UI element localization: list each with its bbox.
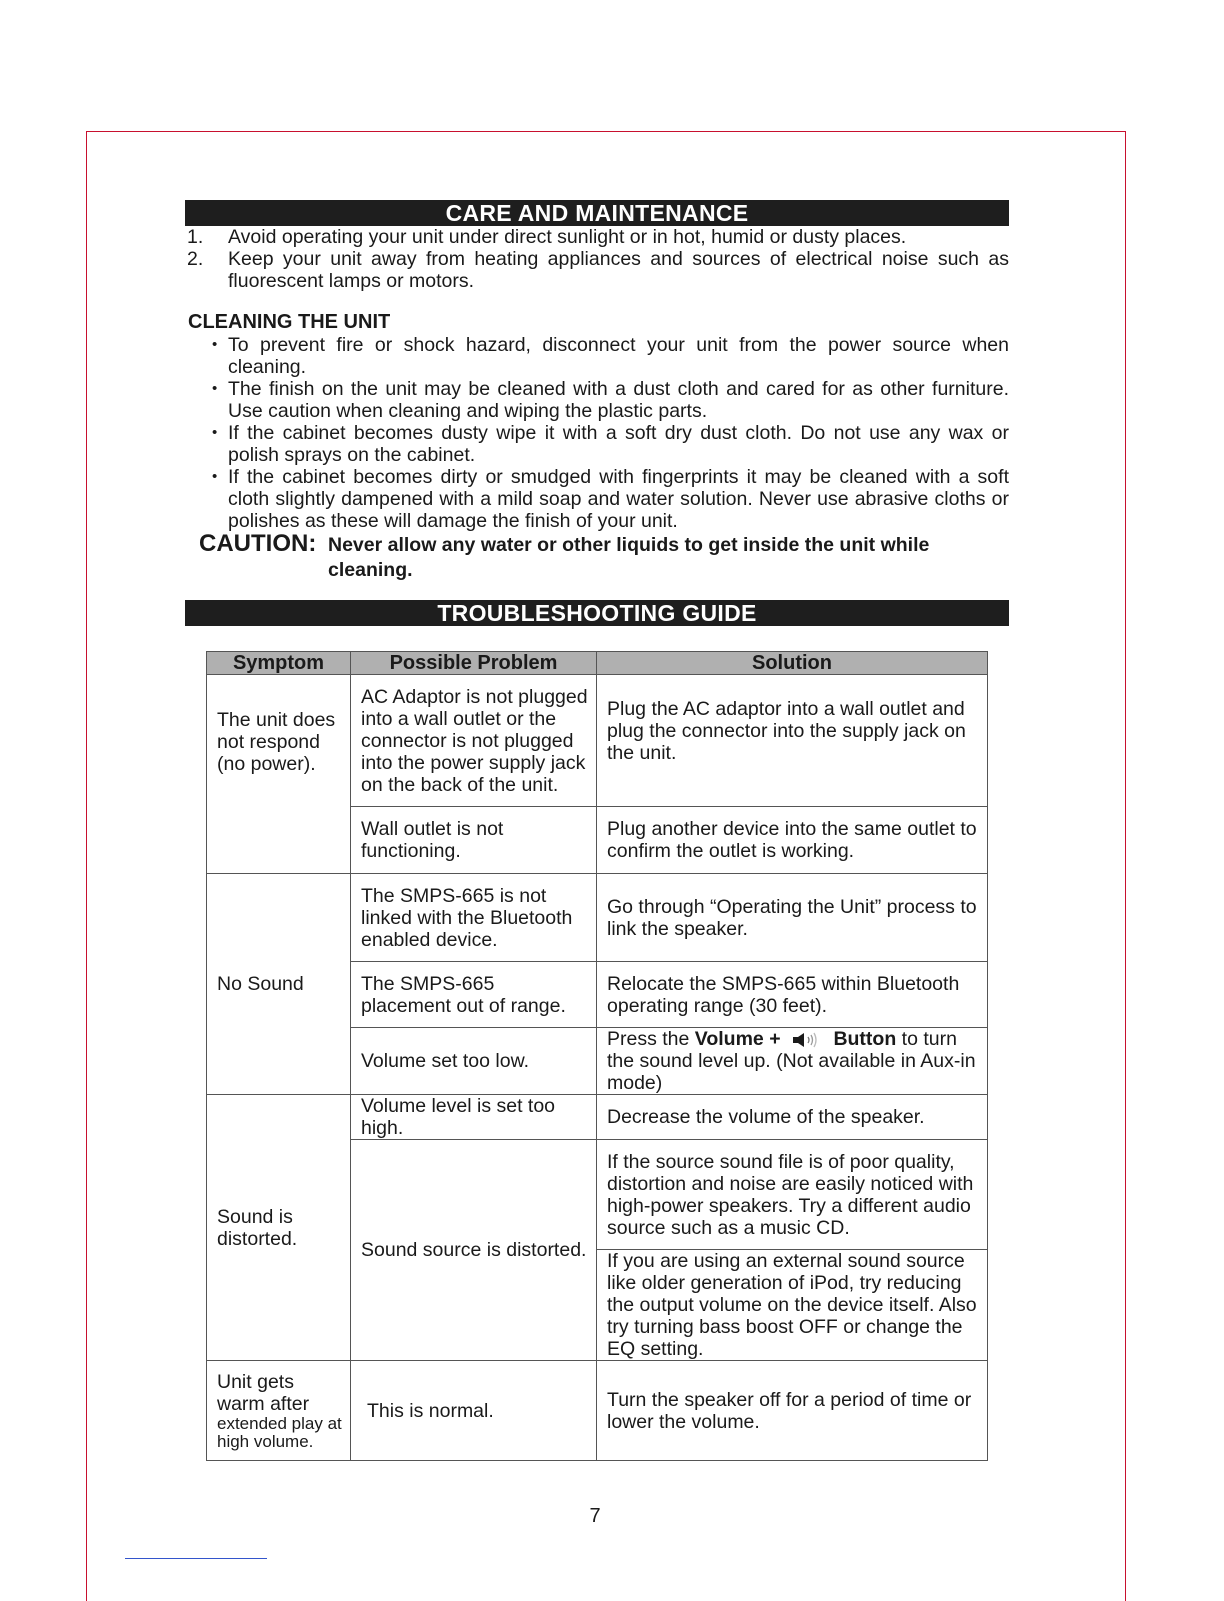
solution-cell: Plug another device into the same outlet to confirm the outlet is working. [597, 807, 988, 874]
symptom-cell: No Sound [207, 874, 351, 1095]
list-item [212, 466, 1009, 532]
list-item [212, 334, 1009, 378]
bullet-icon: • [212, 380, 218, 397]
header-symptom: Symptom [207, 652, 351, 675]
problem-cell: Sound source is distorted. [351, 1140, 597, 1361]
care-maintenance-heading: CARE AND MAINTENANCE [185, 200, 1009, 226]
solution-cell: Decrease the volume of the speaker. [597, 1095, 988, 1140]
symptom-text-small: extended play at high volume. [217, 1413, 342, 1451]
solution-cell: Go through “Operating the Unit” process to link the speaker. [597, 874, 988, 962]
table-row [207, 675, 988, 807]
cleaning-bullets [212, 334, 1009, 532]
problem-cell: Volume set too low. [351, 1028, 597, 1095]
list-item [187, 226, 1009, 248]
solution-cell: Plug the AC adaptor into a wall outlet and plug the connector into the supply jack on the unit. [597, 675, 988, 807]
problem-cell: AC Adaptor is not plugged into a wall outlet or the connector is not plugged into the power supply jack on the back of the unit. [351, 675, 597, 807]
list-number: 2. [187, 248, 204, 270]
problem-cell: The SMPS-665 placement out of range. [351, 962, 597, 1028]
solution-text: to turn the sound level up. (Not available in Aux-in mode) [607, 1028, 976, 1094]
problem-cell: The SMPS-665 is not linked with the Bluetooth enabled device. [351, 874, 597, 962]
problem-cell: This is normal. [351, 1361, 597, 1461]
troubleshooting-table [206, 651, 988, 1461]
solution-cell: Relocate the SMPS-665 within Bluetooth operating range (30 feet). [597, 962, 988, 1028]
cleaning-heading: CLEANING THE UNIT [188, 311, 391, 333]
header-solution: Solution [597, 652, 988, 675]
page-number: 7 [589, 1505, 601, 1527]
list-item [212, 378, 1009, 422]
symptom-cell [207, 1361, 351, 1461]
header-possible-problem: Possible Problem [351, 652, 597, 675]
table-row [207, 1361, 988, 1461]
bullet-text: If the cabinet becomes dusty wipe it with a soft dry dust cloth. Do not use any wax or polish sprays on the cabinet. [228, 422, 1009, 466]
bullet-icon: • [212, 424, 218, 441]
troubleshooting-heading: TROUBLESHOOTING GUIDE [185, 600, 1009, 626]
problem-cell: Wall outlet is not functioning. [351, 807, 597, 874]
bullet-text: To prevent fire or shock hazard, disconnect your unit from the power source when cleaning. [228, 334, 1009, 378]
caution-text: Never allow any water or other liquids to get inside the unit while [328, 534, 930, 556]
footer-rule [125, 1558, 267, 1559]
solution-text: Press the [607, 1028, 690, 1050]
list-item [187, 248, 1009, 292]
table-row [207, 874, 988, 962]
caution-label: CAUTION: [199, 530, 317, 557]
bullet-text: The finish on the unit may be cleaned with a dust cloth and cared for as other furniture. Use caution when cleaning and wiping the plastic parts. [228, 378, 1009, 422]
table-row [207, 1095, 988, 1140]
bullet-text: If the cabinet becomes dirty or smudged with fingerprints it may be cleaned with a soft cloth slightly dampened with a mild soap and water solution. Never use abrasive cloths or polishes as these will damage the finish of your unit. [228, 466, 1009, 532]
speaker-volume-icon [792, 1032, 822, 1048]
bullet-icon: • [212, 468, 218, 485]
list-number: 1. [187, 226, 204, 248]
list-item [212, 422, 1009, 466]
problem-cell: Volume level is set too high. [351, 1095, 597, 1140]
table-header-row [207, 652, 988, 675]
symptom-cell: The unit does not respond (no power). [207, 675, 351, 874]
solution-cell: Turn the speaker off for a period of time or lower the volume. [597, 1361, 988, 1461]
bullet-icon: • [212, 336, 218, 353]
symptom-text: Unit gets warm after [217, 1370, 310, 1415]
symptom-cell: Sound is distorted. [207, 1095, 351, 1361]
care-list [187, 226, 1009, 292]
list-text: Avoid operating your unit under direct sunlight or in hot, humid or dusty places. [228, 226, 907, 248]
list-text: Keep your unit away from heating appliances and sources of electrical noise such as fluorescent lamps or motors. [228, 248, 1009, 292]
button-label: Button [833, 1028, 897, 1050]
caution-note [199, 531, 1009, 582]
volume-plus-label: Volume + [694, 1028, 781, 1050]
solution-cell: If the source sound file is of poor quality, distortion and noise are easily noticed with high-power speakers. Try a different audio source such as a music CD. [597, 1140, 988, 1250]
solution-cell [597, 1028, 988, 1095]
caution-continuation: cleaning. [328, 559, 413, 581]
solution-cell: If you are using an external sound source like older generation of iPod, try reducing the output volume on the device itself. Also try turning bass boost OFF or change the EQ setting. [597, 1250, 988, 1361]
